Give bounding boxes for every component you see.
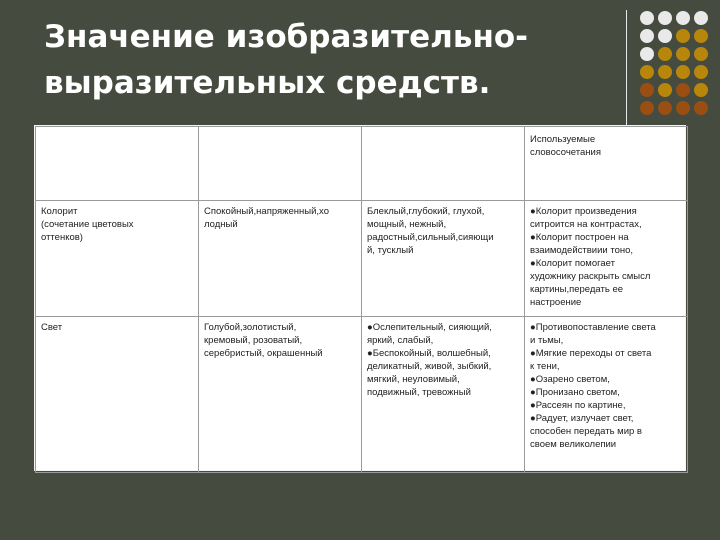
- table-row-svet: [36, 317, 688, 473]
- decorative-dot: [658, 83, 672, 97]
- cell-term: Свет: [36, 317, 199, 473]
- header-cell-empty-3: [362, 127, 525, 201]
- decorative-dot: [640, 11, 654, 25]
- table-header-row: [36, 127, 688, 201]
- decorative-dot: [640, 101, 654, 115]
- decorative-dot: [658, 29, 672, 43]
- decorative-dot: [694, 101, 708, 115]
- table-row-colorit: [36, 201, 688, 317]
- header-cell-empty-2: [199, 127, 362, 201]
- decorative-dot-grid: [640, 11, 708, 115]
- decorative-dot: [658, 101, 672, 115]
- slide-title: Значение изобразительно-выразительных средств.: [44, 19, 529, 101]
- decorative-dot: [694, 83, 708, 97]
- decorative-dot: [694, 47, 708, 61]
- decorative-dot: [640, 83, 654, 97]
- decorative-dot: [658, 65, 672, 79]
- decorative-dot: [640, 65, 654, 79]
- decorative-dot: [676, 65, 690, 79]
- header-cell-empty-1: [36, 127, 199, 201]
- decorative-dot: [658, 47, 672, 61]
- decorative-dot: [676, 11, 690, 25]
- decorative-dot: [694, 29, 708, 43]
- decorative-dot: [640, 47, 654, 61]
- decorative-dot: [676, 101, 690, 115]
- decorative-dot: [694, 65, 708, 79]
- decorative-dot: [694, 11, 708, 25]
- decorative-dot: [640, 29, 654, 43]
- title-divider-line: [626, 10, 627, 130]
- header-cell-used-phrases: Используемые словосочетания: [525, 127, 688, 201]
- decorative-dot: [658, 11, 672, 25]
- cell-epithets-b: ●Ослепительный, сияющий, яркий, слабый, ●Беспокойный, волшебный, деликатный, живой, зыбкий, мягкий, неуловимый, подвижный, тревожный: [362, 317, 525, 473]
- cell-phrases: ●Колорит произведения ситроится на контрастах, ●Колорит построен на взаимодействиии тоно, ●Колорит помогает художнику раскрыть смысл картины,передать ее настроение: [525, 201, 688, 317]
- cell-epithets-b: Блеклый,глубокий, глухой, мощный, нежный, радостный,сильный,сияющи й, тусклый: [362, 201, 525, 317]
- cell-epithets-a: Спокойный,напряженный,хо лодный: [199, 201, 362, 317]
- decorative-dot: [676, 29, 690, 43]
- decorative-dot: [676, 47, 690, 61]
- comparison-table: [34, 125, 686, 471]
- cell-term: Колорит (сочетание цветовых оттенков): [36, 201, 199, 317]
- cell-epithets-a: Голубой,золотистый, кремовый, розоватый, серебристый, окрашенный: [199, 317, 362, 473]
- decorative-dot: [676, 83, 690, 97]
- cell-phrases: ●Противопоставление света и тьмы, ●Мягкие переходы от света к тени, ●Озарено светом, ●Пронизано светом, ●Рассеян по картине, ●Радует, излучает свет, способен передать мир в своем великолепии: [525, 317, 688, 473]
